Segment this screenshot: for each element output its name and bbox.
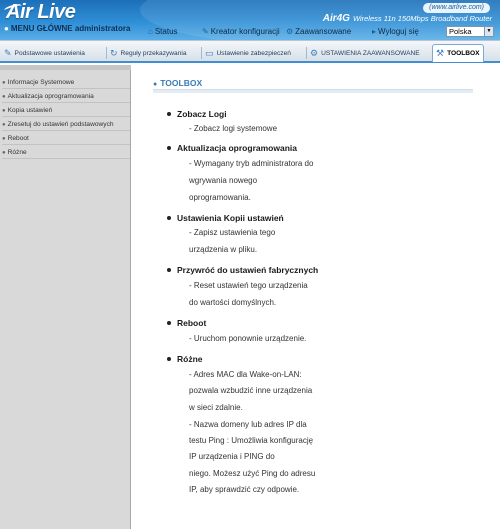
sidebar-item-reset-default[interactable] xyxy=(2,118,130,131)
section-description: IP urządzenia i PING do xyxy=(189,452,275,461)
language-select[interactable] xyxy=(446,26,494,37)
sidebar-item-misc[interactable] xyxy=(2,146,130,159)
status-link-label: Status xyxy=(154,27,178,36)
section-description: - Zapisz ustawienia tego xyxy=(189,228,276,237)
website-link[interactable]: (www.airlive.com) xyxy=(423,3,490,13)
section-heading xyxy=(177,143,297,153)
tab-security[interactable] xyxy=(205,46,291,60)
section-description: urządzenia w pliku. xyxy=(189,245,258,254)
sidebar-item-reboot[interactable] xyxy=(2,132,130,145)
section-description: testu Ping : Umożliwia konfigurację xyxy=(189,436,314,445)
basic-settings-icon: ✎ xyxy=(4,47,12,58)
sidebar-item-label: Reboot xyxy=(7,135,29,142)
section-description: - Wymagany tryb administratora do xyxy=(189,159,314,168)
sidebar xyxy=(0,65,131,529)
tab-security-label: Ustawienie zabezpieczeń xyxy=(216,49,291,57)
section-heading-text: Zobacz Logi xyxy=(177,109,227,119)
sidebar-item-label: Informacje Systemowe xyxy=(7,79,75,86)
section-description: IP, aby sprawdzić czy odpowie. xyxy=(189,485,300,494)
logout-link-label: Wyloguj się xyxy=(378,27,419,36)
bullet-icon xyxy=(167,146,171,150)
home-icon: ⌂ xyxy=(148,27,153,36)
section-heading-text: Ustawienia Kopii ustawień xyxy=(177,213,284,223)
sidebar-item-label: Aktualizacja oprogramowania xyxy=(7,93,94,100)
tab-forwarding-rules-label: Reguły przekazywania xyxy=(120,49,187,57)
tab-toolbox[interactable] xyxy=(432,44,484,62)
tab-divider xyxy=(306,47,307,59)
bullet-icon: ● xyxy=(2,80,6,86)
main-menu-label xyxy=(4,24,130,33)
tab-advanced-settings-label: USTAWIENIA ZAAWANSOWANE xyxy=(321,49,420,57)
chevron-down-icon[interactable]: ▼ xyxy=(484,27,493,36)
title-divider xyxy=(153,90,473,93)
tab-basic-settings[interactable] xyxy=(4,46,85,60)
section-description: wgrywania nowego xyxy=(189,176,258,185)
section-description: - Nazwa domeny lub adres IP dla xyxy=(189,420,307,429)
bullet-icon: ● xyxy=(2,108,6,114)
product-description: Wireless 11n 150Mbps Broadband Router xyxy=(352,14,492,23)
header-banner xyxy=(0,0,500,40)
page-title-text: TOOLBOX xyxy=(160,78,203,88)
wizard-link-label: Kreator konfiguracji xyxy=(210,27,280,36)
wizard-icon: ✎ xyxy=(202,27,209,36)
advanced-link[interactable] xyxy=(286,27,351,36)
sidebar-item-label: Różne xyxy=(7,149,27,156)
wizard-link[interactable] xyxy=(202,27,280,36)
bullet-icon xyxy=(167,357,171,361)
tab-divider xyxy=(201,47,202,59)
sidebar-item-label: Zresetuj do ustawień podstawowych xyxy=(7,121,114,128)
sidebar-item-label: Kopia ustawień xyxy=(7,107,53,114)
sidebar-item-firmware-upgrade[interactable] xyxy=(2,90,130,103)
bullet-icon: ● xyxy=(2,94,6,100)
bullet-icon: ● xyxy=(2,122,6,128)
sidebar-strip xyxy=(0,65,131,70)
tab-advanced-settings[interactable] xyxy=(310,46,420,60)
toolbox-icon: ⚒ xyxy=(436,48,445,58)
section-heading-text: Aktualizacja oprogramowania xyxy=(177,143,297,153)
forwarding-rules-icon: ↻ xyxy=(110,47,118,58)
section-description: pozwala wzbudzić inne urządzenia xyxy=(189,386,313,395)
main-content xyxy=(131,65,500,529)
sidebar-item-backup[interactable] xyxy=(2,104,130,117)
main-menu-text: MENU GŁÓWNE administratora xyxy=(10,24,131,33)
section-heading xyxy=(177,318,206,328)
status-link[interactable] xyxy=(148,27,178,36)
section-description: - Zobacz logi systemowe xyxy=(189,124,278,133)
bullet-icon: ● xyxy=(2,150,6,156)
section-heading xyxy=(177,109,227,119)
section-description: - Reset ustawień tego urządzenia xyxy=(189,281,308,290)
section-heading-text: Różne xyxy=(177,354,203,364)
section-description: niego. Możesz użyć Ping do adresu xyxy=(189,469,316,478)
airlive-logo: Air Live xyxy=(6,1,76,23)
bullet-icon: ● xyxy=(4,24,9,33)
tab-divider xyxy=(106,47,107,59)
logout-link[interactable] xyxy=(372,27,419,36)
tab-basic-settings-label: Podstawowe ustawienia xyxy=(14,49,85,57)
section-description: oprogramowania. xyxy=(189,193,251,202)
logout-icon: ▸ xyxy=(372,27,377,36)
section-heading xyxy=(177,354,203,364)
security-icon: ▭ xyxy=(205,47,214,58)
tab-toolbox-label: TOOLBOX xyxy=(447,50,480,57)
page-title xyxy=(153,76,473,90)
sidebar-item-system-info[interactable] xyxy=(2,76,130,89)
bullet-icon xyxy=(167,112,171,116)
section-description: do wartości domyślnych. xyxy=(189,298,277,307)
section-heading xyxy=(177,213,284,223)
product-model: Air4G xyxy=(322,13,350,24)
top-menu-row xyxy=(0,24,500,38)
language-value: Polska xyxy=(449,27,472,36)
tab-bar xyxy=(0,40,500,63)
section-description: - Adres MAC dla Wake-on-LAN: xyxy=(189,370,302,379)
bullet-icon xyxy=(167,268,171,272)
section-description: w sieci zdalnie. xyxy=(189,403,243,412)
section-heading-text: Przywróć do ustawień fabrycznych xyxy=(177,265,319,275)
advanced-link-label: Zaawansowane xyxy=(295,27,352,36)
section-heading-text: Reboot xyxy=(177,318,207,328)
product-title xyxy=(323,13,492,24)
tab-forwarding-rules[interactable] xyxy=(110,46,187,60)
bullet-icon xyxy=(167,321,171,325)
bullet-icon: ● xyxy=(153,81,158,88)
advanced-settings-icon: ⚙ xyxy=(310,47,319,58)
bullet-icon xyxy=(167,216,171,220)
advanced-icon: ⚙ xyxy=(286,27,294,36)
section-description: - Uruchom ponownie urządzenie. xyxy=(189,334,307,343)
section-heading xyxy=(177,265,318,275)
bullet-icon: ● xyxy=(2,136,6,142)
